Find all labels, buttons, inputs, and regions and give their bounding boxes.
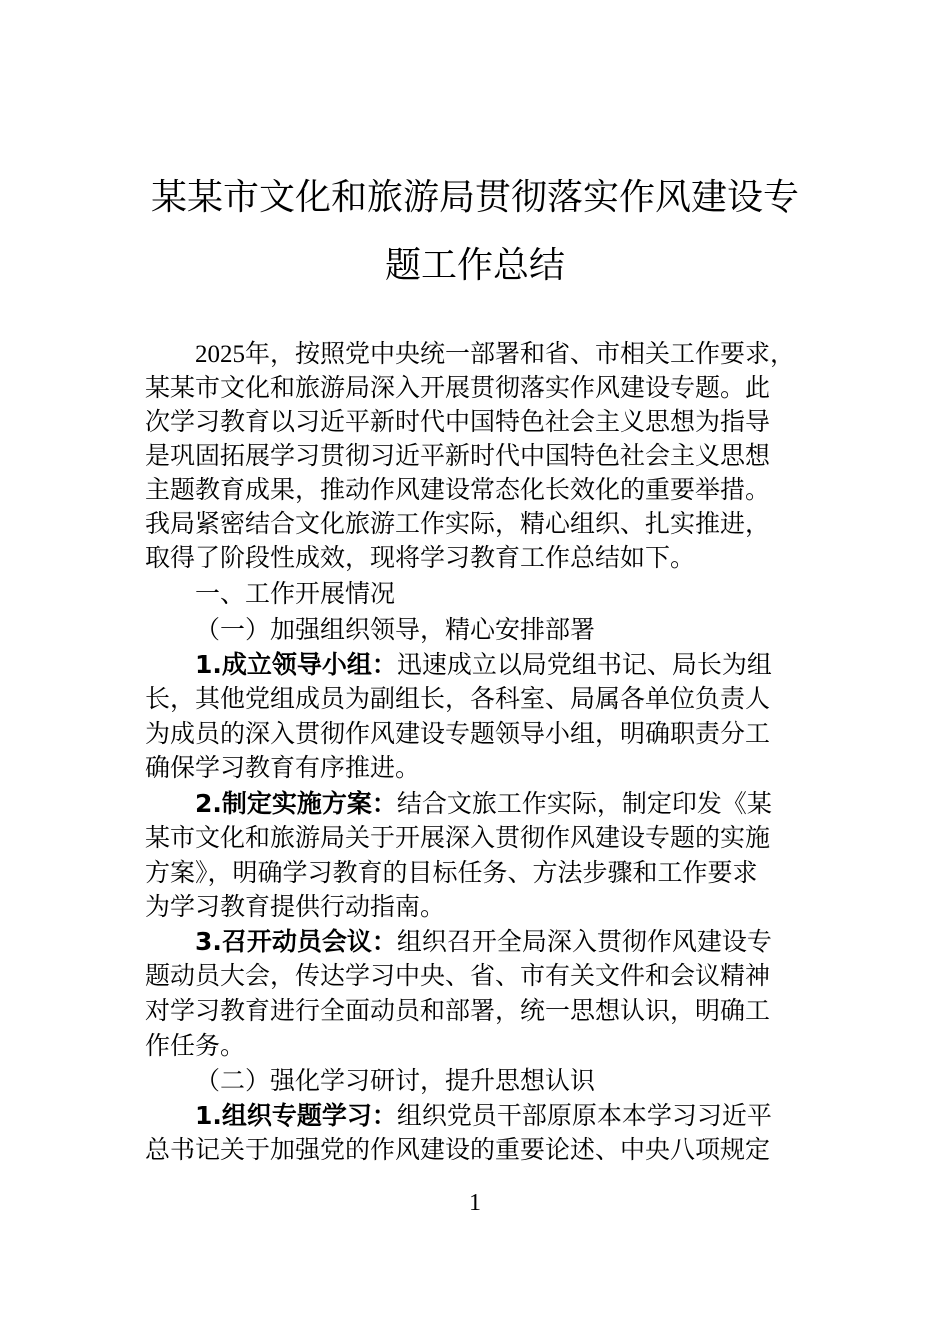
intro-line-4: 是巩固拓展学习贯彻习近平新时代中国特色社会主义思想 bbox=[145, 441, 771, 470]
intro-line-7: 取得了阶段性成效，现将学习教育工作总结如下。 bbox=[145, 543, 696, 572]
subsection-1-heading: （一）加强组织领导，精心安排部署 bbox=[195, 615, 596, 644]
item-1-3-label: 3.召开动员会议： bbox=[195, 927, 397, 956]
item-1-3-line-1 bbox=[195, 925, 825, 959]
item-1-3-line-2: 题动员大会，传达学习中央、省、市有关文件和会议精神 bbox=[145, 961, 771, 990]
item-1-2-line-3: 方案》，明确学习教育的目标任务、方法步骤和工作要求 bbox=[145, 858, 758, 887]
item-1-3-line-3: 对学习教育进行全面动员和部署，统一思想认识，明确工 bbox=[145, 996, 771, 1025]
item-2-1-line-1 bbox=[195, 1099, 825, 1133]
item-2-1-line-1-text: 组织党员干部原原本本学习习近平 bbox=[396, 1101, 772, 1130]
item-1-1-line-2: 长，其他党组成员为副组长，各科室、局属各单位负责人 bbox=[145, 684, 771, 713]
item-1-1-line-3: 为成员的深入贯彻作风建设专题领导小组，明确职责分工 bbox=[145, 719, 771, 748]
intro-year: 2025 bbox=[195, 341, 245, 368]
intro-line-5: 主题教育成果，推动作风建设常态化长效化的重要举措。 bbox=[145, 475, 771, 504]
subsection-2-heading: （二）强化学习研讨，提升思想认识 bbox=[195, 1066, 596, 1095]
item-1-2-label: 2.制定实施方案： bbox=[195, 789, 397, 818]
item-1-2-line-1-text: 结合文旅工作实际，制定印发《某 bbox=[396, 789, 772, 818]
item-1-1-line-1 bbox=[195, 648, 825, 682]
item-1-2-line-1 bbox=[195, 787, 825, 821]
intro-line-1-text: 年，按照党中央统一部署和省、市相关工作要求， bbox=[245, 339, 796, 368]
item-1-2-line-2: 某市文化和旅游局关于开展深入贯彻作风建设专题的实施 bbox=[145, 823, 771, 852]
intro-line-6: 我局紧密结合文化旅游工作实际，精心组织、扎实推进， bbox=[145, 509, 771, 538]
item-1-2-line-4: 为学习教育提供行动指南。 bbox=[145, 892, 446, 921]
item-1-1-label: 1.成立领导小组： bbox=[195, 650, 397, 679]
section-1-heading: 一、工作开展情况 bbox=[195, 579, 396, 608]
intro-line-1 bbox=[195, 337, 825, 372]
page-number: 1 bbox=[469, 1190, 481, 1216]
item-1-3-line-1-text: 组织召开全局深入贯彻作风建设专 bbox=[396, 927, 772, 956]
item-2-1-label: 1.组织专题学习： bbox=[195, 1101, 397, 1130]
document-title-line-2: 题工作总结 bbox=[384, 245, 565, 286]
item-2-1-line-2: 总书记关于加强党的作风建设的重要论述、中央八项规定 bbox=[145, 1135, 771, 1164]
item-1-1-line-1-text: 迅速成立以局党组书记、局长为组 bbox=[396, 650, 772, 679]
item-1-3-line-4: 作任务。 bbox=[145, 1031, 246, 1060]
document-title-line-1: 某某市文化和旅游局贯彻落实作风建设专 bbox=[150, 177, 799, 218]
intro-line-2: 某某市文化和旅游局深入开展贯彻落实作风建设专题。此 bbox=[145, 373, 771, 402]
item-1-1-line-4: 确保学习教育有序推进。 bbox=[145, 753, 421, 782]
intro-line-3: 次学习教育以习近平新时代中国特色社会主义思想为指导 bbox=[145, 407, 771, 436]
